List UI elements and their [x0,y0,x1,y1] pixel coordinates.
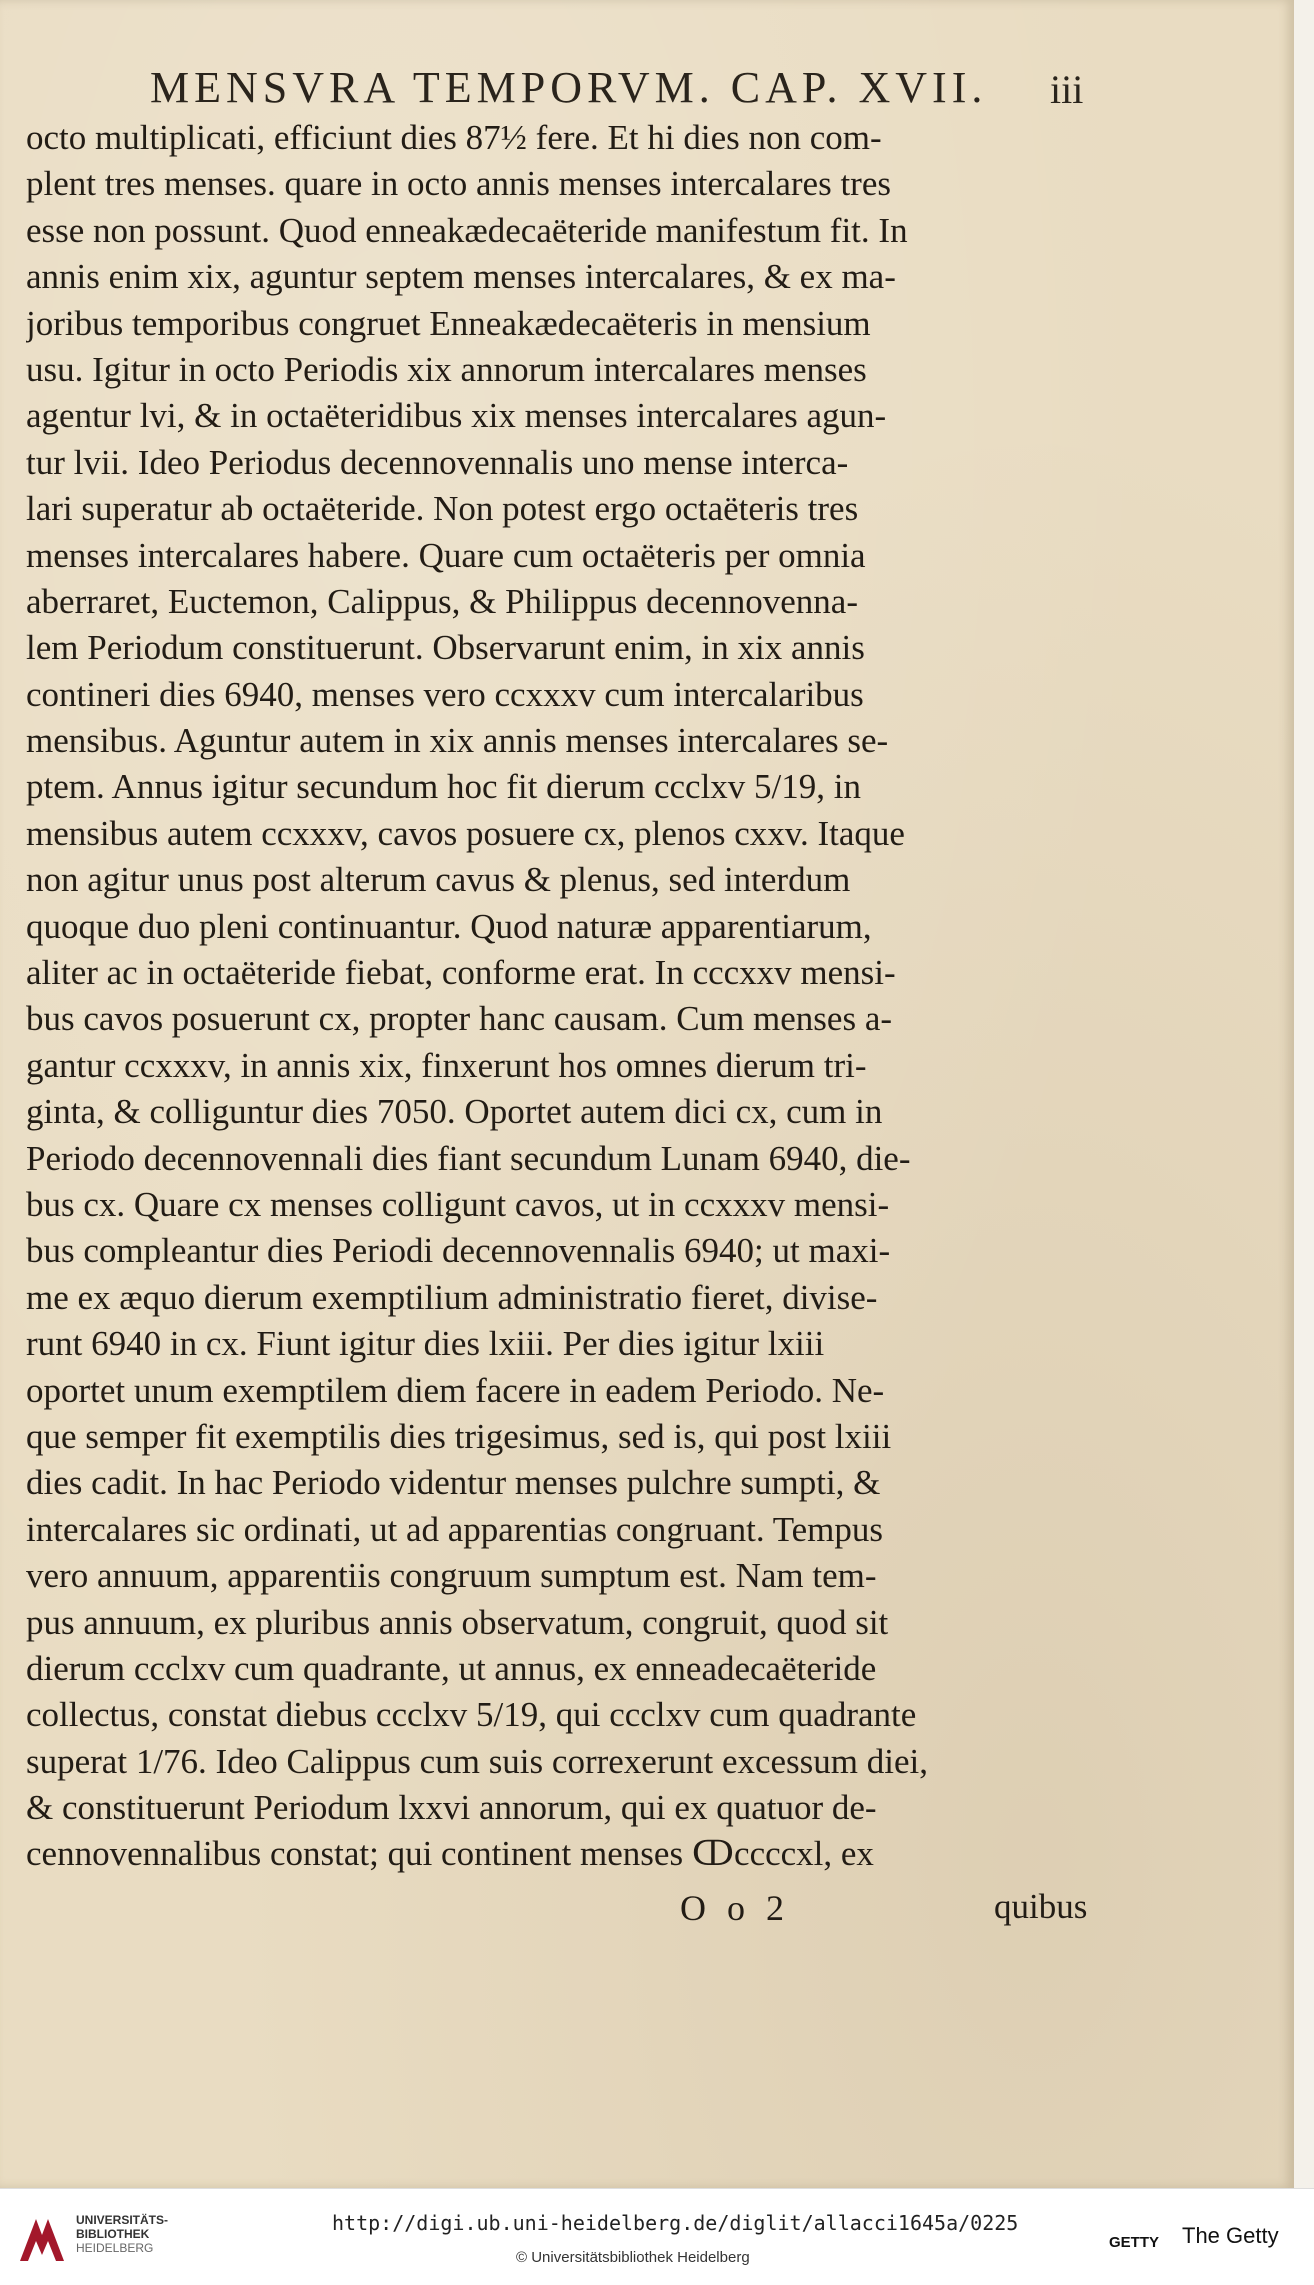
text-line: usu. Igitur in octo Periodis xix annorum intercalares menses [26,349,867,389]
text-line: intercalares sic ordinati, ut ad apparentias congruant. Tempus [26,1509,884,1549]
text-line: annis enim xix, aguntur septem menses intercalares, & ex ma- [26,257,896,297]
text-line: superat 1/76. Ideo Calippus cum suis correxerunt excessum diei, [26,1741,929,1781]
text-block [26,115,1104,1878]
text-line: lem Periodum constituerunt. Observarunt enim, in xix annis [26,628,865,668]
text-line: dierum ccclxv cum quadrante, ut annus, ex enneadecaëteride [26,1648,877,1688]
page-edge [1294,0,1314,2188]
text-line: runt 6940 in cx. Fiunt igitur dies lxiii. Per dies igitur lxiii [26,1324,825,1364]
text-line: cennovennalibus constat; qui continent menses ↀccccxl, ex [26,1834,874,1874]
text-line: pus annuum, ex pluribus annis observatum, congruit, quod sit [26,1602,889,1642]
text-line: Periodo decennovennali dies fiant secundum Lunam 6940, die- [26,1138,911,1178]
signature-mark: O o 2 [680,1888,790,1928]
text-line: menses intercalares habere. Quare cum octaëteris per omnia [26,535,866,575]
footer [0,2188,1314,2285]
page-number: iii [1050,67,1084,112]
text-line: octo multiplicati, efficiunt dies 87½ fere. Et hi dies non com- [26,118,882,157]
text-line: non agitur unus post alterum cavus & plenus, sed interdum [26,860,851,900]
text-line: que semper fit exemptilis dies trigesimus, sed is, qui post lxiii [26,1416,892,1456]
text-line: & constituerunt Periodum lxxvi annorum, qui ex quatuor de- [26,1788,877,1828]
library-name-line: UNIVERSITÄTS- [76,2213,169,2227]
text-line: contineri dies 6940, menses vero ccxxxv cum intercalaribus [26,674,864,714]
text-line: vero annuum, apparentiis congruum sumptum est. Nam tem- [26,1556,877,1596]
library-name-line: BIBLIOTHEK [76,2227,150,2241]
getty-logo-letters: GETTY [1108,2234,1160,2251]
text-line: esse non possunt. Quod enneakædecaëteride manifestum fit. In [26,210,908,250]
copyright-notice: © Universitätsbibliothek Heidelberg [516,2249,750,2266]
text-line: gantur ccxxxv, in annis xix, finxerunt hos omnes dierum tri- [26,1045,867,1085]
catchword: quibus [994,1887,1088,1926]
text-line: oportet unum exemptilem diem facere in eadem Periodo. Ne- [26,1370,885,1410]
text-line: bus cavos posuerunt cx, propter hanc causam. Cum menses a- [26,999,893,1039]
text-line: collectus, constat diebus ccclxv 5/19, qui ccclxv cum quadrante [26,1695,917,1735]
text-line: dies cadit. In hac Periodo videntur menses pulchre sumpti, & [26,1463,881,1503]
text-line: bus cx. Quare cx menses colligunt cavos, ut in ccxxxv mensi- [26,1184,890,1224]
text-line: mensibus. Aguntur autem in xix annis menses intercalares se- [26,721,889,761]
text-line: quoque duo pleni continuantur. Quod naturæ apparentiarum, [26,906,872,946]
text-line: plent tres menses. quare in octo annis menses intercalares tres [26,164,891,204]
getty-name: The Getty [1182,2223,1279,2248]
running-head: MENSVRA TEMPORVM. CAP. XVII. [150,63,988,112]
text-line: bus compleantur dies Periodi decennovennalis 6940; ut maxi- [26,1231,891,1271]
source-url-link[interactable]: http://digi.ub.uni-heidelberg.de/diglit/allacci1645a/0225 [332,2211,1019,2235]
text-line: lari superatur ab octaëteride. Non potest ergo octaëteris tres [26,489,859,529]
text-line: me ex æquo dierum exemptilium administratio fieret, divise- [26,1277,878,1317]
text-line: agentur lvi, & in octaëteridibus xix menses intercalares agun- [26,396,887,436]
text-line: ginta, & colliguntur dies 7050. Oportet autem dici cx, cum in [26,1092,883,1132]
library-name-line: HEIDELBERG [76,2241,154,2255]
library-name [76,2213,168,2255]
getty-logo-icon [1106,2209,1162,2267]
text-line: ptem. Annus igitur secundum hoc fit dierum ccclxv 5/19, in [26,767,861,807]
university-library-logo-icon [14,2211,70,2267]
text-line: mensibus autem ccxxxv, cavos posuere cx, plenos cxxv. Itaque [26,813,905,853]
text-line: aberraret, Euctemon, Calippus, & Philippus decennovenna- [26,581,858,621]
text-line: joribus temporibus congruet Enneakædecaëteris in mensium [26,303,871,343]
text-line: aliter ac in octaëteride fiebat, conforme erat. In cccxxv mensi- [26,953,896,993]
text-line: tur lvii. Ideo Periodus decennovennalis uno mense interca- [26,442,849,482]
